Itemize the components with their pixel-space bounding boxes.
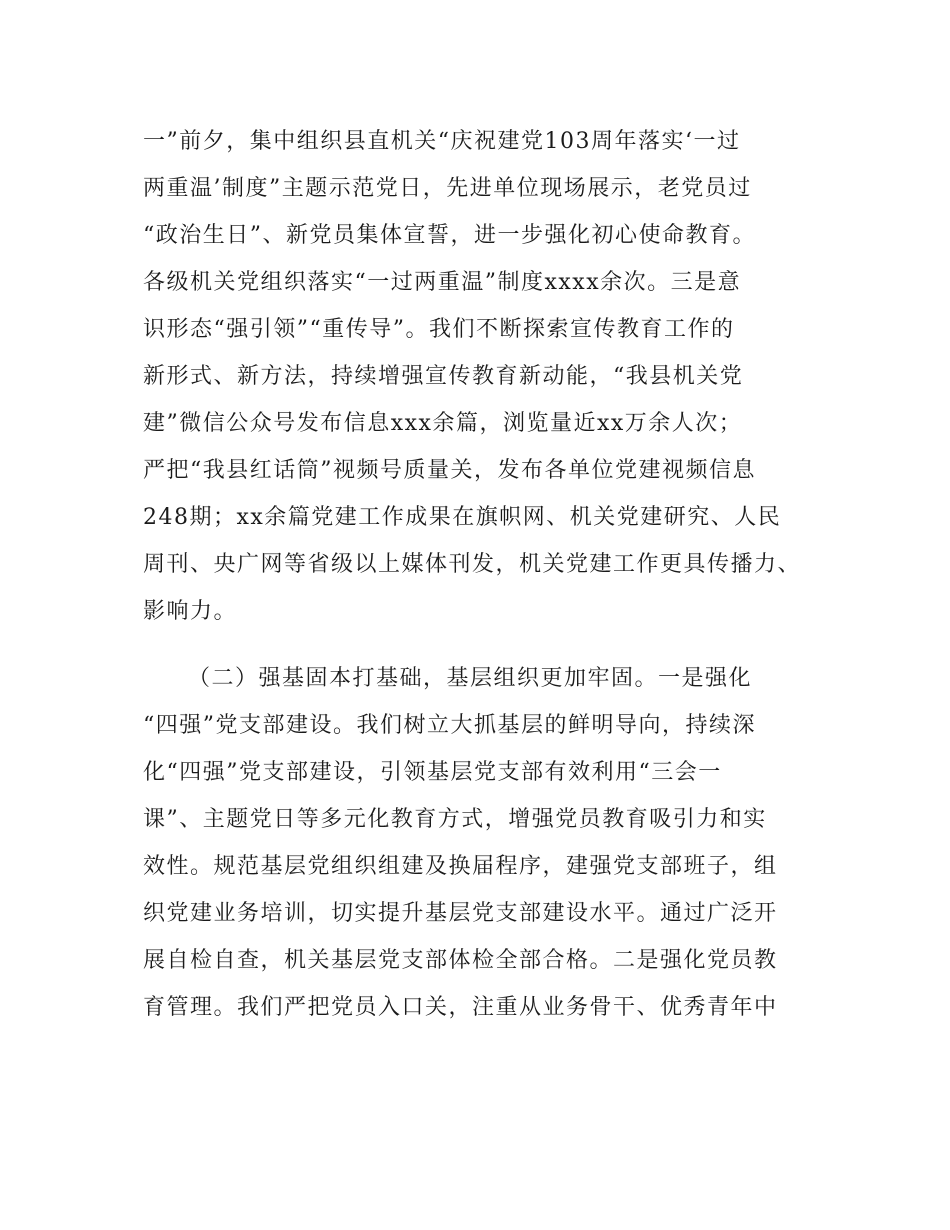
text-line: 化“四强”党支部建设，引领基层党支部有效利用“三会一 xyxy=(143,760,722,785)
text-line: 展自检自查，机关基层党支部体检全部合格。二是强化党员教 xyxy=(143,948,778,973)
text-line: 课”、主题党日等多元化教育方式，增强党员教育吸引力和实 xyxy=(143,807,767,832)
text-line: 建”微信公众号发布信息xxx余篇，浏览量近xx万余人次； xyxy=(143,411,743,436)
text-line: 育管理。我们严把党员入口关，注重从业务骨干、优秀青年中 xyxy=(143,995,778,1020)
text-line: 周刊、央广网等省级以上媒体刊发，机关党建工作更具传播力、 xyxy=(143,552,802,577)
section-heading-line: （二）强基固本打基础，基层组织更加牢固。一是强化 xyxy=(188,666,753,691)
text-line: 织党建业务培训，切实提升基层党支部建设水平。通过广泛开 xyxy=(143,901,778,926)
text-line: 效性。规范基层党组织组建及换届程序，建强党支部班子，组 xyxy=(143,854,778,879)
text-line: 各级机关党组织落实“一过两重温”制度xxxx余次。三是意 xyxy=(143,270,742,295)
text-line: 影响力。 xyxy=(143,599,238,624)
text-line: 一”前夕，集中组织县直机关“庆祝建党103周年落实‘一过 xyxy=(143,129,741,154)
text-line: 248期；xx余篇党建工作成果在旗帜网、机关党建研究、人民 xyxy=(143,505,782,530)
text-line: 新形式、新方法，持续增强宣传教育新动能，“我县机关党 xyxy=(143,364,744,389)
text-line: 识形态“强引领”“重传导”。我们不断探索宣传教育工作的 xyxy=(143,317,735,342)
text-line: “政治生日”、新党员集体宣誓，进一步强化初心使命教育。 xyxy=(143,223,756,248)
text-line: 两重温’制度”主题示范党日，先进单位现场展示，老党员过 xyxy=(143,176,752,201)
text-line: 严把“我县红话筒”视频号质量关，发布各单位党建视频信息 xyxy=(143,458,756,483)
text-line: “四强”党支部建设。我们树立大抓基层的鲜明导向，持续深 xyxy=(143,713,756,738)
